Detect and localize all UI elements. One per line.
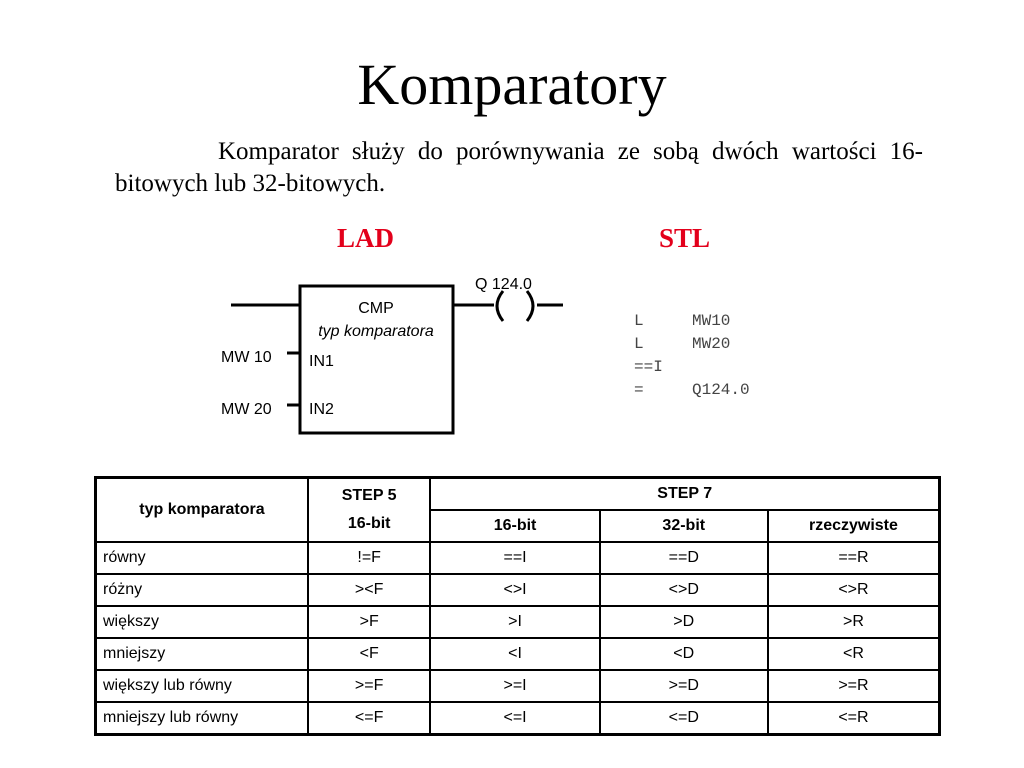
stl-line	[634, 379, 750, 402]
cell-step5: >F	[308, 606, 431, 638]
cmp-box-title: CMP	[358, 300, 394, 317]
cell-32bit: >D	[600, 606, 768, 638]
cell-16bit: >=I	[430, 670, 599, 702]
row-name: większy	[96, 606, 308, 638]
stl-code	[634, 310, 750, 402]
cell-step5: ><F	[308, 574, 431, 606]
table-row	[96, 574, 940, 606]
header-step5-line1: STEP 5	[341, 487, 397, 504]
header-16bit: 16-bit	[430, 510, 599, 542]
cell-16bit: <=I	[430, 702, 599, 735]
cell-16bit: <>I	[430, 574, 599, 606]
header-step7: STEP 7	[430, 478, 939, 511]
stl-op: ==I	[634, 358, 663, 376]
cell-16bit: <I	[430, 638, 599, 670]
cell-real: <=R	[768, 702, 940, 735]
cmp-box-subtitle: typ komparatora	[318, 323, 434, 340]
comparator-table	[94, 476, 941, 736]
cell-32bit: <D	[600, 638, 768, 670]
in2-operand: MW 20	[221, 401, 272, 418]
cell-real: >=R	[768, 670, 940, 702]
table-header-row	[96, 478, 940, 511]
cell-real: <>R	[768, 574, 940, 606]
in1-operand: MW 10	[221, 349, 272, 366]
in2-label: IN2	[309, 401, 334, 418]
cell-16bit: >I	[430, 606, 599, 638]
row-name: równy	[96, 542, 308, 574]
cell-step5: !=F	[308, 542, 431, 574]
stl-op: L	[634, 312, 644, 330]
row-name: większy lub równy	[96, 670, 308, 702]
row-name: mniejszy	[96, 638, 308, 670]
table-row	[96, 670, 940, 702]
stl-line	[634, 356, 750, 379]
header-step5	[308, 478, 431, 543]
cell-step5: <F	[308, 638, 431, 670]
cell-16bit: ==I	[430, 542, 599, 574]
cell-real: >R	[768, 606, 940, 638]
cell-32bit: <>D	[600, 574, 768, 606]
page-title: Komparatory	[357, 52, 667, 117]
intro-paragraph: Komparator służy do porównywania ze sobą dwóch wartości 16-bitowych lub 32-bitowych.	[115, 138, 923, 197]
cell-32bit: >=D	[600, 670, 768, 702]
stl-op: L	[634, 335, 644, 353]
stl-arg: Q124.0	[692, 381, 750, 399]
cell-step5: <=F	[308, 702, 431, 735]
row-name: mniejszy lub równy	[96, 702, 308, 735]
in1-label: IN1	[309, 353, 334, 370]
stl-arg: MW10	[692, 312, 731, 330]
header-32bit: 32-bit	[600, 510, 768, 542]
table-row	[96, 542, 940, 574]
cell-real: <R	[768, 638, 940, 670]
header-type: typ komparatora	[96, 478, 308, 543]
cell-32bit: ==D	[600, 542, 768, 574]
cell-step5: >=F	[308, 670, 431, 702]
coil-left-arc	[497, 291, 503, 321]
header-real: rzeczywiste	[768, 510, 940, 542]
coil-label: Q 124.0	[475, 276, 532, 293]
row-name: różny	[96, 574, 308, 606]
stl-op: =	[634, 381, 644, 399]
lad-heading: LAD	[337, 223, 395, 253]
table-row	[96, 638, 940, 670]
stl-line	[634, 310, 750, 333]
table-row	[96, 702, 940, 735]
cell-real: ==R	[768, 542, 940, 574]
coil-right-arc	[527, 291, 533, 321]
stl-arg: MW20	[692, 335, 731, 353]
stl-line	[634, 333, 750, 356]
stl-heading: STL	[659, 223, 711, 253]
cell-32bit: <=D	[600, 702, 768, 735]
header-step5-line2: 16-bit	[347, 515, 391, 532]
table-row	[96, 606, 940, 638]
